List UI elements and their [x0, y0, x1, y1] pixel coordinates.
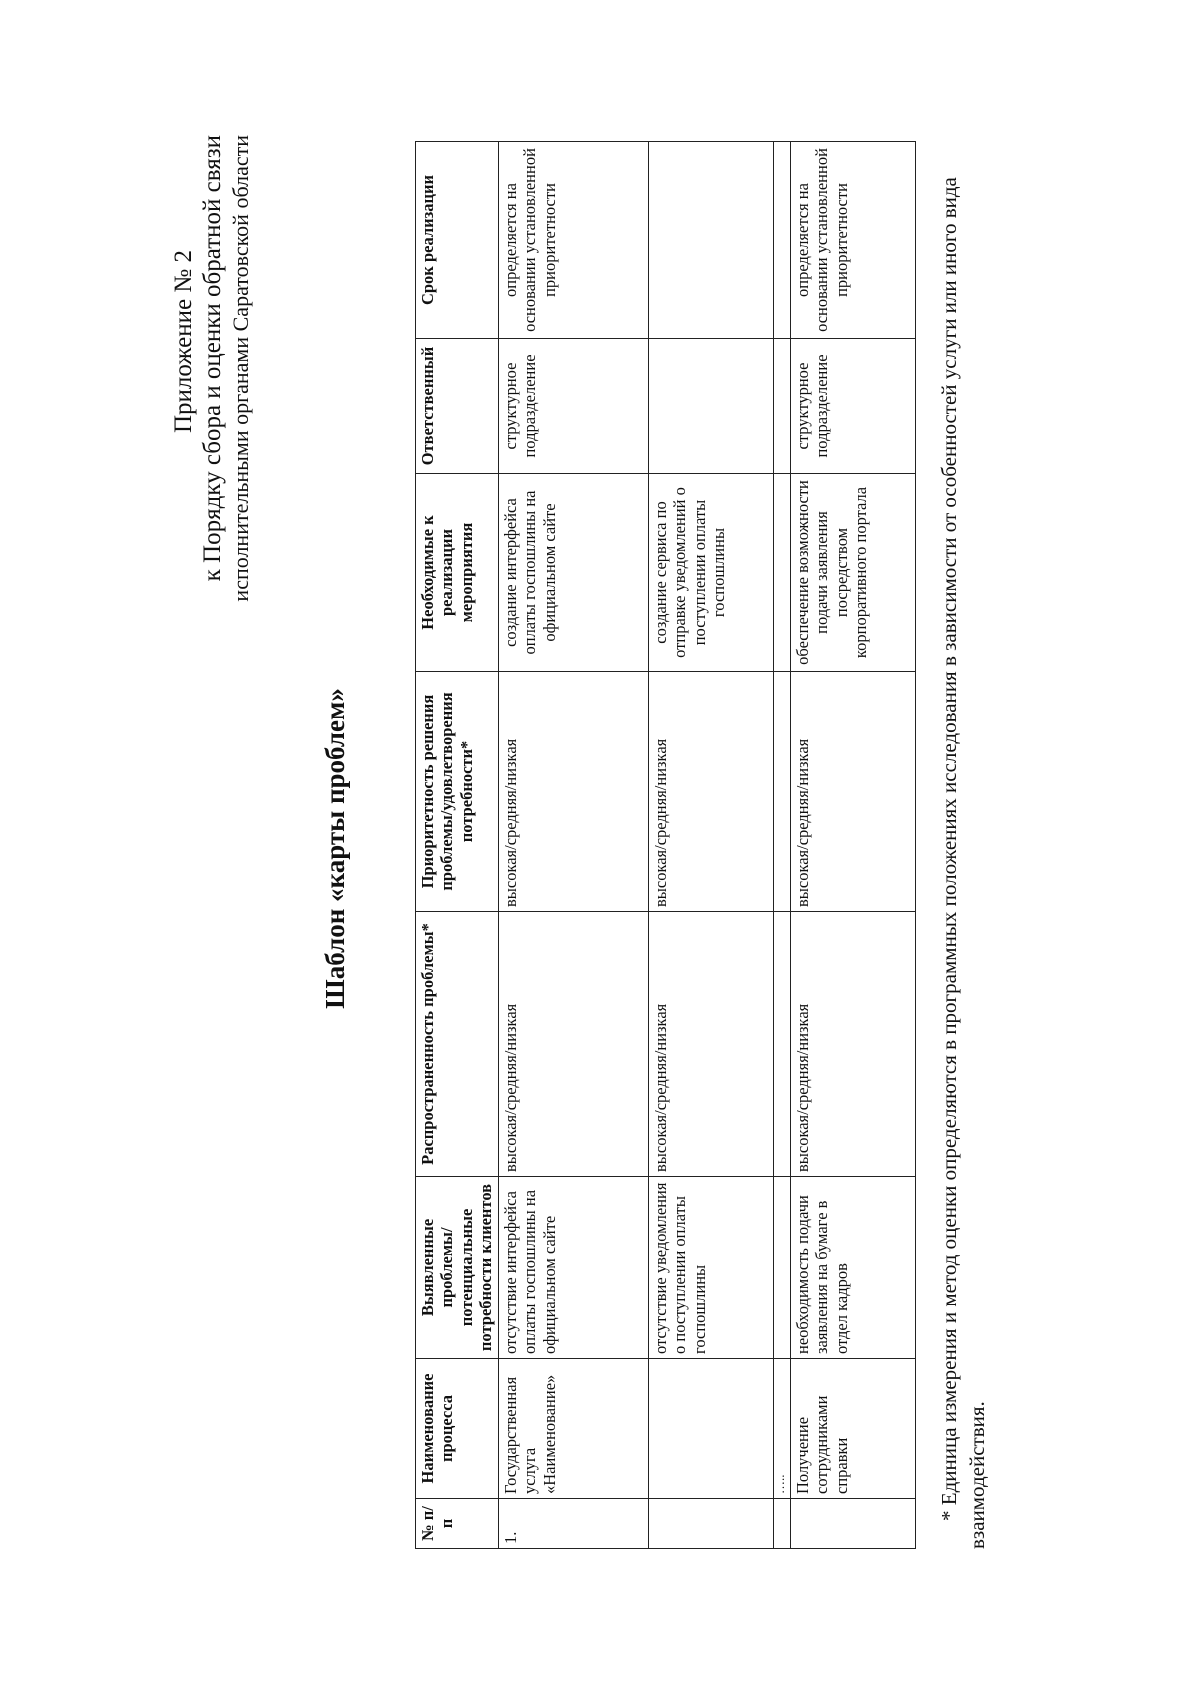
appendix-line-1: к Порядку сбора и оценки обратной связи [198, 135, 226, 582]
table-header-row [416, 142, 499, 1549]
cell-num [648, 1499, 773, 1549]
cell-prevalence: высокая/средняя/низкая [790, 912, 915, 1177]
cell-process: ….. [773, 1359, 790, 1499]
cell-deadline [648, 142, 773, 339]
cell-deadline [773, 142, 790, 339]
cell-priority: высокая/средняя/низкая [498, 672, 648, 912]
table-row [773, 142, 790, 1549]
cell-process: Получение сотрудниками справки [790, 1359, 915, 1499]
cell-num: 1. [498, 1499, 648, 1549]
appendix-header [170, 135, 253, 602]
cell-priority: высокая/средняя/низкая [648, 672, 773, 912]
cell-responsible [773, 339, 790, 474]
cell-process [648, 1359, 773, 1499]
header-measures: Необходимые к реализации мероприятия [416, 474, 499, 672]
cell-priority [773, 672, 790, 912]
header-problem: Выявленные проблемы/потенциальные потребности клиентов [416, 1177, 499, 1359]
cell-process: Государственная услуга «Наименование» [498, 1359, 648, 1499]
header-process: Наименование процесса [416, 1359, 499, 1499]
cell-measures: обеспечение возможности подачи заявления посредством корпоративного портала [790, 474, 915, 672]
cell-problem [773, 1177, 790, 1359]
header-deadline: Срок реализации [416, 142, 499, 339]
cell-num [790, 1499, 915, 1549]
cell-num [773, 1499, 790, 1549]
cell-deadline: определяется на основании установленной приоритетности [498, 142, 648, 339]
cell-problem: отсутствие интерфейса оплаты госпошлины на официальном сайте [498, 1177, 648, 1359]
cell-problem: необходимость подачи заявления на бумаге в отдел кадров [790, 1177, 915, 1359]
header-num: № п/п [416, 1499, 499, 1549]
appendix-title: Приложение № 2 [170, 250, 197, 434]
cell-problem: отсутствие уведомления о поступлении оплаты госпошлины [648, 1177, 773, 1359]
cell-prevalence: высокая/средняя/низкая [648, 912, 773, 1177]
table-row [790, 142, 915, 1549]
cell-measures: создание интерфейса оплаты госпошлины на официальном сайте [498, 474, 648, 672]
header-responsible: Ответственный [416, 339, 499, 474]
header-prevalence: Распространенность проблемы* [416, 912, 499, 1177]
appendix-line-2: исполнительными органами Саратовской области [227, 135, 253, 602]
cell-responsible: структурное подразделение [498, 339, 648, 474]
header-priority: Приоритетность решения проблемы/удовлетворения потребности* [416, 672, 499, 912]
cell-prevalence: высокая/средняя/низкая [498, 912, 648, 1177]
footnote: * Единица измерения и метод оценки определяются в программных положениях исследования в зависимости от особенностей услуги или иного вида взаимодействия. [937, 177, 990, 1549]
problem-map-table [415, 141, 916, 1549]
table-row [648, 142, 773, 1549]
cell-prevalence [773, 912, 790, 1177]
cell-responsible: структурное подразделение [790, 339, 915, 474]
document-title: Шаблон «карты проблем» [320, 688, 350, 1009]
cell-responsible [648, 339, 773, 474]
cell-priority: высокая/средняя/низкая [790, 672, 915, 912]
cell-measures: создание сервиса по отправке уведомлений о поступлении оплаты госпошлины [648, 474, 773, 672]
cell-deadline: определяется на основании установленной приоритетности [790, 142, 915, 339]
cell-measures [773, 474, 790, 672]
table-row [498, 142, 648, 1549]
